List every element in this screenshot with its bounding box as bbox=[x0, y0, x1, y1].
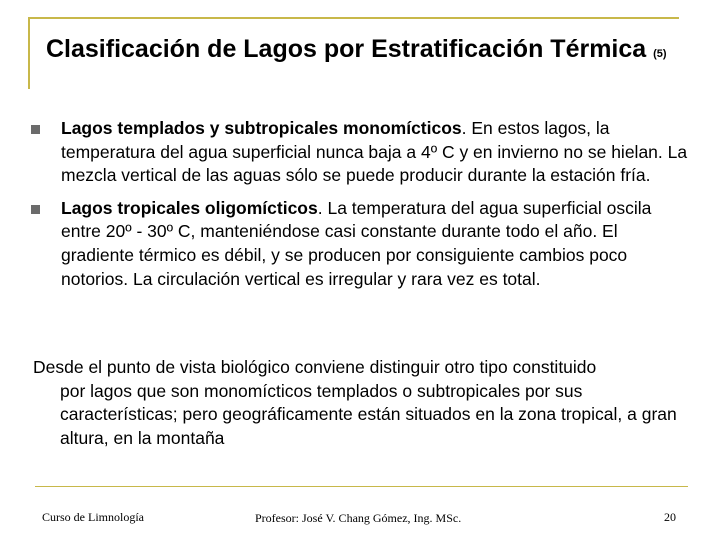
bullet-item bbox=[30, 117, 690, 188]
bullet-list bbox=[30, 117, 690, 300]
bullet-text: . En estos lagos, la temperatura del agua superficial nunca baja a 4º C y en invierno no se hielan. La mezcla vertical de las aguas sólo se puede producir durante la estación fría. bbox=[61, 118, 688, 186]
page-number: 20 bbox=[664, 510, 676, 524]
paragraph-continuation: por lagos que son monomícticos templados o subtropicales por sus características; pero geográficamente están situados en la zona tropical, a gran altura, en la montaña bbox=[60, 380, 677, 448]
bullet-item bbox=[30, 197, 690, 291]
square-bullet-icon bbox=[31, 125, 40, 134]
square-bullet-icon bbox=[31, 205, 40, 214]
bullet-term: Lagos tropicales oligomícticos bbox=[61, 197, 318, 218]
slide-title bbox=[46, 33, 686, 70]
body-paragraph bbox=[33, 356, 693, 450]
slide-title-text: Clasificación de Lagos por Estratificación Térmica bbox=[46, 35, 647, 63]
title-reference: (5) bbox=[653, 48, 667, 60]
bullet-term: Lagos templados y subtropicales monomícticos bbox=[61, 118, 462, 138]
footer-course: Curso de Limnología bbox=[42, 510, 144, 524]
bullet-text: . La temperatura del agua superficial oscila entre 20º - 30º C, manteniéndose casi constante durante todo el año. El gradiente térmico es débil, y se producen por consiguiente cambios poco notorios. La circulación vertical es irregular y rara vez es total. bbox=[61, 197, 652, 289]
footer-divider bbox=[35, 486, 688, 487]
footer-professor: Profesor: José V. Chang Gómez, Ing. MSc. bbox=[255, 511, 462, 525]
paragraph-first-line: Desde el punto de vista biológico conviene distinguir otro tipo constituido bbox=[33, 357, 597, 377]
